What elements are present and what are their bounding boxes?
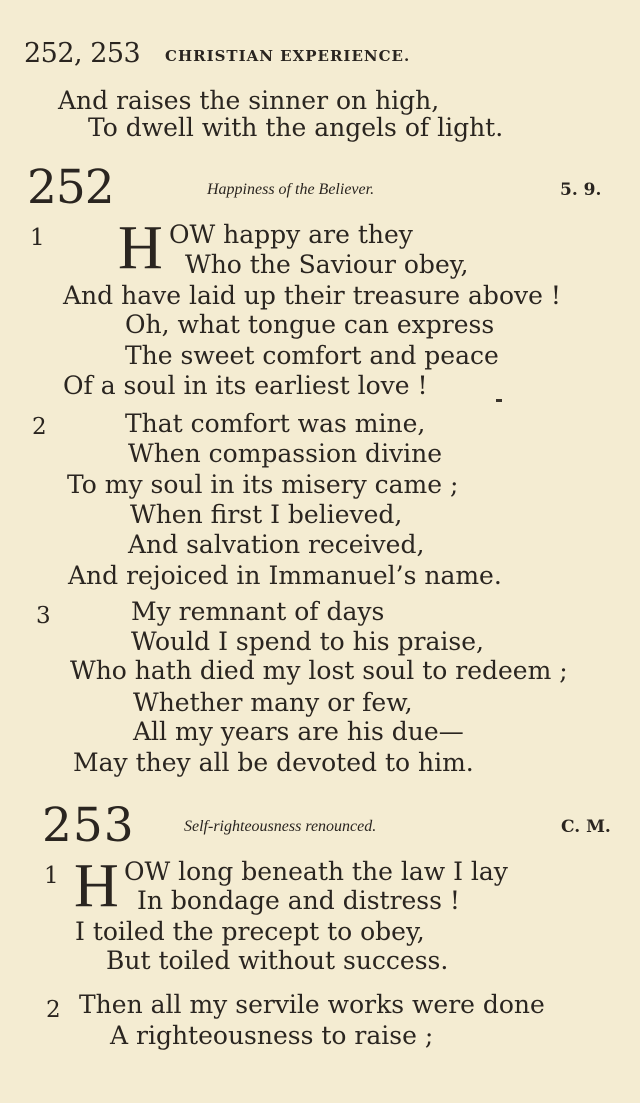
hymn-252-s2-line-6: And rejoiced in Immanuel’s name.: [68, 561, 502, 590]
hymn-252-s3-line-4: Whether many or few,: [133, 688, 413, 717]
header-page-numbers: 252, 253: [24, 38, 141, 69]
hymn-252-s3-line-2: Would I spend to his praise,: [131, 627, 484, 656]
carryover-line-1: And raises the sinner on high,: [58, 86, 440, 115]
hymn-252-s1-line-4: Oh, what tongue can express: [125, 310, 495, 339]
ink-mark: [496, 399, 502, 402]
hymn-252-s3-line-1: My remnant of days: [131, 597, 385, 626]
hymn-252-s3-line-3: Who hath died my lost soul to redeem ;: [70, 656, 568, 685]
hymn-253-s2-line-1: Then all my servile works were done: [79, 990, 545, 1019]
hymn-252-s2-line-3: To my soul in its misery came ;: [67, 470, 459, 499]
hymn-253-dropcap: H: [74, 852, 119, 920]
hymn-252-number: 252: [27, 160, 114, 215]
hymn-253-s2-line-2: A righteousness to raise ;: [110, 1021, 434, 1050]
hymn-252-s1-line-3: And have laid up their treasure above !: [63, 281, 561, 310]
hymn-252-s2-line-4: When first I believed,: [130, 500, 403, 529]
hymn-252-s1-line-2: Who the Saviour obey,: [185, 250, 469, 279]
hymn-252-s3-line-6: May they all be devoted to him.: [73, 748, 474, 777]
carryover-line-2: To dwell with the angels of light.: [88, 113, 504, 142]
hymn-252-s2-line-1: That comfort was mine,: [125, 409, 426, 438]
hymn-252-dropcap: H: [118, 214, 163, 282]
hymn-253-s1-line-3: I toiled the precept to obey,: [75, 917, 425, 946]
hymn-253-s1-line-2: In bondage and distress !: [137, 886, 460, 915]
hymn-253-meter: C. M.: [561, 817, 611, 837]
hymn-252-s1-line-5: The sweet comfort and peace: [125, 341, 499, 370]
hymn-252-stanza-1-number: 1: [30, 225, 45, 251]
header-section-title: CHRISTIAN EXPERIENCE.: [165, 47, 411, 65]
hymn-253-stanza-1-number: 1: [44, 863, 59, 889]
hymn-253-s1-line-1: OW long beneath the law I lay: [124, 857, 508, 886]
hymn-253-title: Self-righteousness renounced.: [184, 818, 377, 835]
hymn-252-s2-line-5: And salvation received,: [128, 530, 425, 559]
hymn-252-s1-line-1: OW happy are they: [169, 220, 413, 249]
hymn-252-meter: 5. 9.: [560, 180, 602, 200]
hymn-252-s1-line-6: Of a soul in its earliest love !: [63, 371, 428, 400]
hymn-252-s3-line-5: All my years are his due—: [133, 717, 464, 746]
hymn-253-s1-line-4: But toiled without success.: [106, 946, 449, 975]
hymn-252-title: Happiness of the Believer.: [207, 181, 375, 198]
hymn-252-stanza-3-number: 3: [36, 603, 51, 629]
hymn-252-s2-line-2: When compassion divine: [128, 439, 443, 468]
hymn-253-stanza-2-number: 2: [46, 997, 61, 1023]
hymn-252-stanza-2-number: 2: [32, 414, 47, 440]
hymn-253-number: 253: [42, 798, 135, 853]
